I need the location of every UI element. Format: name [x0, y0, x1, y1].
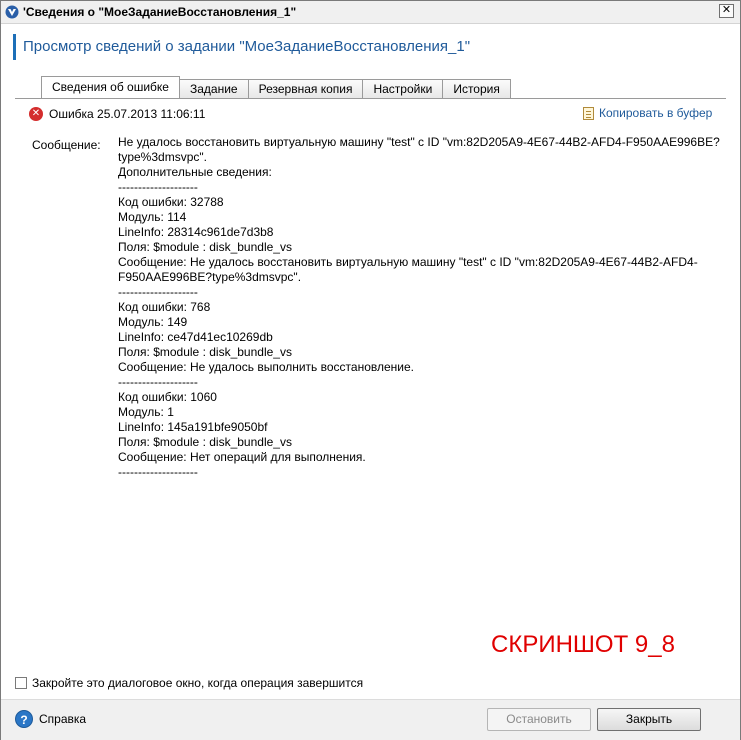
- message-line: --------------------: [118, 465, 198, 479]
- page-title: Просмотр сведений о задании "МоеЗаданиеВосстановления_1": [23, 38, 471, 55]
- message-line: F950AAE996BE?type%3dmsvpc".: [118, 270, 302, 284]
- message-line: Модуль: 149: [118, 315, 188, 329]
- window-close-button[interactable]: [719, 4, 734, 18]
- message-line: --------------------: [118, 375, 198, 389]
- message-line: --------------------: [118, 285, 198, 299]
- message-line: Поля: $module : disk_bundle_vs: [118, 345, 292, 359]
- message-line: LineInfo: 28314c961de7d3b8: [118, 225, 274, 239]
- message-line: Модуль: 114: [118, 210, 187, 224]
- message-line: Код ошибки: 1060: [118, 390, 217, 404]
- message-line: Код ошибки: 768: [118, 300, 211, 314]
- help-link[interactable]: [15, 710, 86, 728]
- message-body: [118, 135, 720, 480]
- tab-strip: [41, 76, 510, 98]
- message-line: LineInfo: ce47d41ec10269db: [118, 330, 273, 344]
- header-accent-bar: [13, 34, 16, 60]
- message-line: Модуль: 1: [118, 405, 174, 419]
- tab-divider: [15, 98, 726, 99]
- tab-settings[interactable]: Настройки: [362, 79, 443, 99]
- copy-to-clipboard-link[interactable]: [583, 106, 712, 120]
- app-logo-icon: [5, 5, 19, 19]
- help-icon: ?: [15, 710, 33, 728]
- dialog-footer: [1, 699, 740, 740]
- message-line: Сообщение: Нет операций для выполнения.: [118, 450, 366, 464]
- tab-backup[interactable]: Резервная копия: [248, 79, 364, 99]
- error-icon: ✕: [29, 107, 43, 121]
- tab-history[interactable]: История: [442, 79, 511, 99]
- tab-error-details[interactable]: Сведения об ошибке: [41, 76, 180, 98]
- auto-close-checkbox[interactable]: [15, 677, 27, 689]
- message-line: Сообщение: Не удалось выполнить восстановление.: [118, 360, 415, 374]
- message-line: Сообщение: Не удалось восстановить виртуальную машину "test" с ID "vm:82D205A9-4E67-44B2-AFD4-: [118, 255, 698, 269]
- stop-button[interactable]: Остановить: [487, 708, 591, 731]
- message-label: Сообщение:: [32, 138, 101, 152]
- auto-close-option[interactable]: [15, 676, 363, 690]
- tab-task[interactable]: Задание: [179, 79, 249, 99]
- title-bar[interactable]: [1, 1, 740, 24]
- help-label[interactable]: Справка: [39, 712, 87, 726]
- message-line: --------------------: [118, 180, 198, 194]
- message-line: Не удалось восстановить виртуальную машину "test" с ID "vm:82D205A9-4E67-44B2-AFD4-F950AAE996BE?: [118, 135, 720, 149]
- message-line: LineInfo: 145a191bfe9050bf: [118, 420, 268, 434]
- message-line: Дополнительные сведения:: [118, 165, 272, 179]
- message-line: Код ошибки: 32788: [118, 195, 224, 209]
- window-title: 'Сведения о "МоеЗаданиеВосстановления_1": [23, 5, 297, 19]
- clipboard-icon: [583, 107, 594, 120]
- message-line: Поля: $module : disk_bundle_vs: [118, 240, 292, 254]
- message-line: type%3dmsvpc".: [118, 150, 207, 164]
- auto-close-label[interactable]: Закройте это диалоговое окно, когда операция завершится: [32, 676, 364, 690]
- copy-to-clipboard-label[interactable]: Копировать в буфер: [599, 106, 713, 120]
- close-button[interactable]: Закрыть: [597, 708, 701, 731]
- screenshot-watermark: СКРИНШОТ 9_8: [491, 631, 675, 658]
- error-status: [29, 106, 205, 122]
- close-icon: ✕: [721, 4, 732, 16]
- error-status-text: Ошибка 25.07.2013 11:06:11: [49, 107, 206, 121]
- message-line: Поля: $module : disk_bundle_vs: [118, 435, 292, 449]
